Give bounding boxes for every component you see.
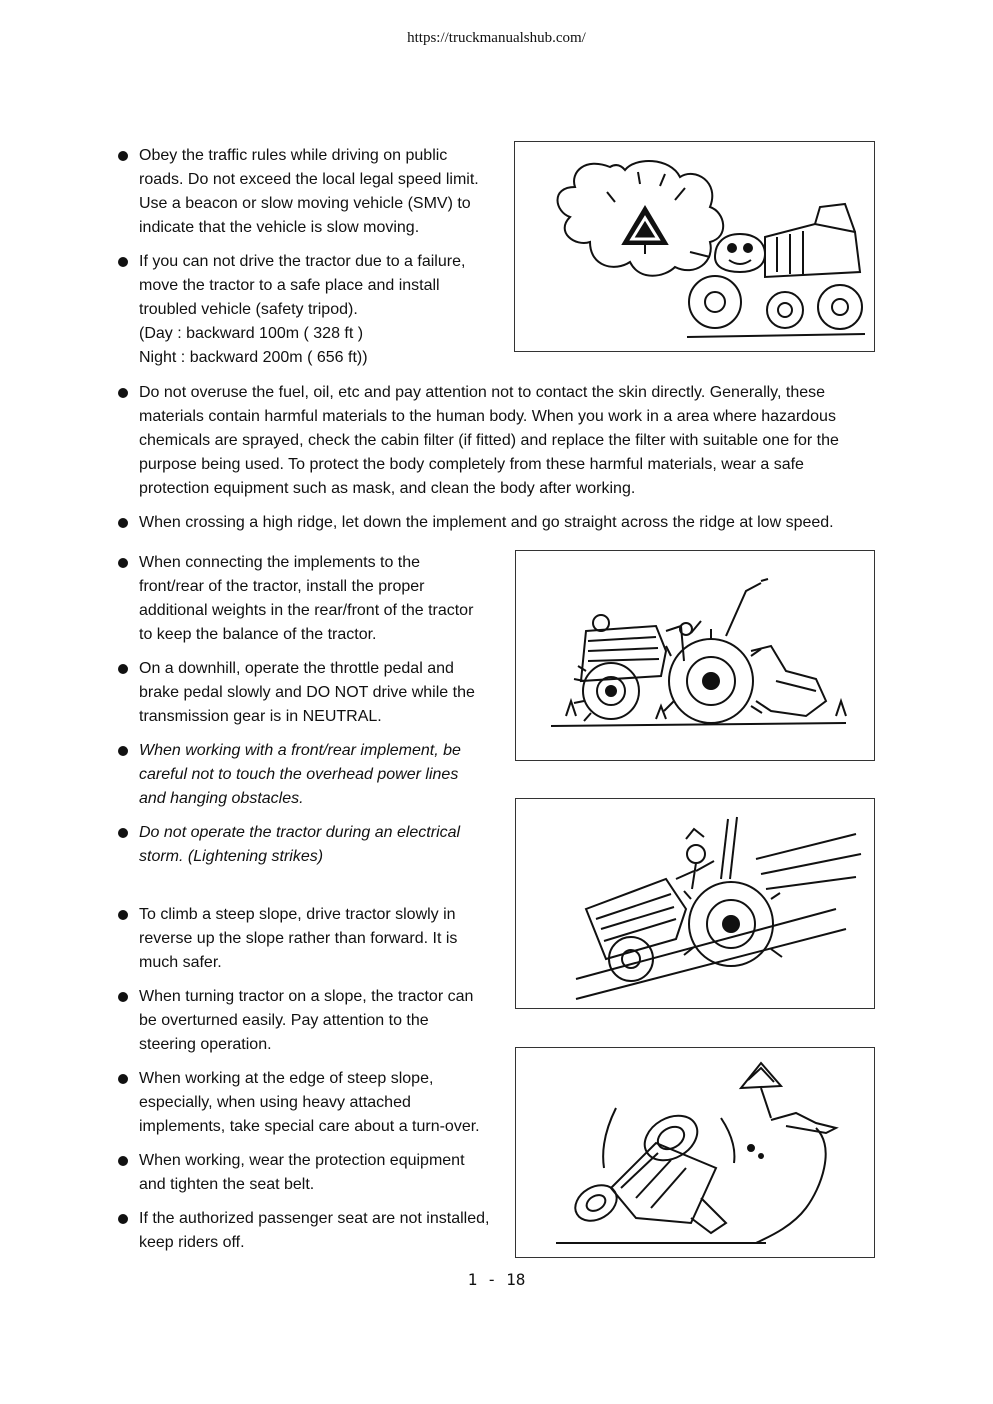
list-item <box>118 551 473 647</box>
item-text: When working with a front/rear implement, be careful not to touch the overhead power lines and hanging obstacles. <box>139 742 461 807</box>
tractor-warning-triangle-illustration <box>514 141 875 352</box>
bullet-icon <box>118 257 128 267</box>
item-text: When crossing a high ridge, let down the implement and go straight across the ridge at low speed. <box>139 514 834 531</box>
bullet-icon <box>118 992 128 1002</box>
bullet-icon <box>118 388 128 398</box>
item-text: When turning tractor on a slope, the tractor can be overturned easily. Pay attention to the steering operation. <box>139 988 474 1053</box>
bullet-icon <box>118 1156 128 1166</box>
list-item <box>118 1207 489 1255</box>
list-item <box>118 903 457 975</box>
source-url[interactable]: https://truckmanualshub.com/ <box>407 30 586 46</box>
tractor-climbing-slope-illustration <box>515 798 875 1009</box>
list-item <box>118 511 834 535</box>
list-item <box>118 821 460 869</box>
list-item <box>118 739 461 811</box>
item-text: When connecting the implements to the front/rear of the tractor, install the proper additional weights in the rear/front of the tractor to keep the balance of the tractor. <box>139 554 474 643</box>
bullet-icon <box>118 151 128 161</box>
item-text: If the authorized passenger seat are not installed, keep riders off. <box>139 1210 490 1251</box>
bullet-icon <box>118 558 128 568</box>
item-text: When working at the edge of steep slope, especially, when using heavy attached implements, take special care about a turn-over. <box>139 1070 480 1135</box>
item-text: Do not overuse the fuel, oil, etc and pay attention not to contact the skin directly. Generally, these materials contain harmful materials to the human body. When you work in a area where hazardous chemicals are sprayed, check the cabin filter (if fitted) and replace the filter with suitable one for the purpose being used. To protect the body completely from these harmful materials, wear a safe protection equipment such as mask, and clean the body after working. <box>139 384 839 497</box>
item-text: To climb a steep slope, drive tractor slowly in reverse up the slope rather than forward. It is much safer. <box>139 906 458 971</box>
page-number: 1 - 18 <box>467 1270 526 1289</box>
item-text: On a downhill, operate the throttle pedal and brake pedal slowly and DO NOT drive while the transmission gear is in NEUTRAL. <box>139 660 475 725</box>
list-item <box>118 381 839 501</box>
bullet-icon <box>118 1214 128 1224</box>
bullet-icon <box>118 828 128 838</box>
list-item <box>118 1067 480 1139</box>
item-text: If you can not drive the tractor due to a failure, move the tractor to a safe place and install troubled vehicle (safety tripod). (Day : backward 100m ( 328 ft ) Night : backward 200m ( 656 ft)) <box>139 253 466 366</box>
list-item <box>118 250 465 370</box>
bullet-icon <box>118 664 128 674</box>
list-item <box>118 985 473 1057</box>
item-text: When working, wear the protection equipment and tighten the seat belt. <box>139 1152 465 1193</box>
list-item <box>118 144 479 240</box>
bullet-icon <box>118 746 128 756</box>
item-text: Do not operate the tractor during an electrical storm. (Lightening strikes) <box>139 824 461 865</box>
bullet-icon <box>118 1074 128 1084</box>
bullet-icon <box>118 518 128 528</box>
bullet-icon <box>118 910 128 920</box>
item-text: Obey the traffic rules while driving on public roads. Do not exceed the local legal speed limit. Use a beacon or slow moving vehicle (SMV) to indicate that the vehicle is slow moving. <box>139 147 479 236</box>
tractor-overturning-illustration <box>515 1047 875 1258</box>
list-item <box>118 657 475 729</box>
list-item <box>118 1149 465 1197</box>
tractor-with-implement-illustration <box>515 550 875 761</box>
